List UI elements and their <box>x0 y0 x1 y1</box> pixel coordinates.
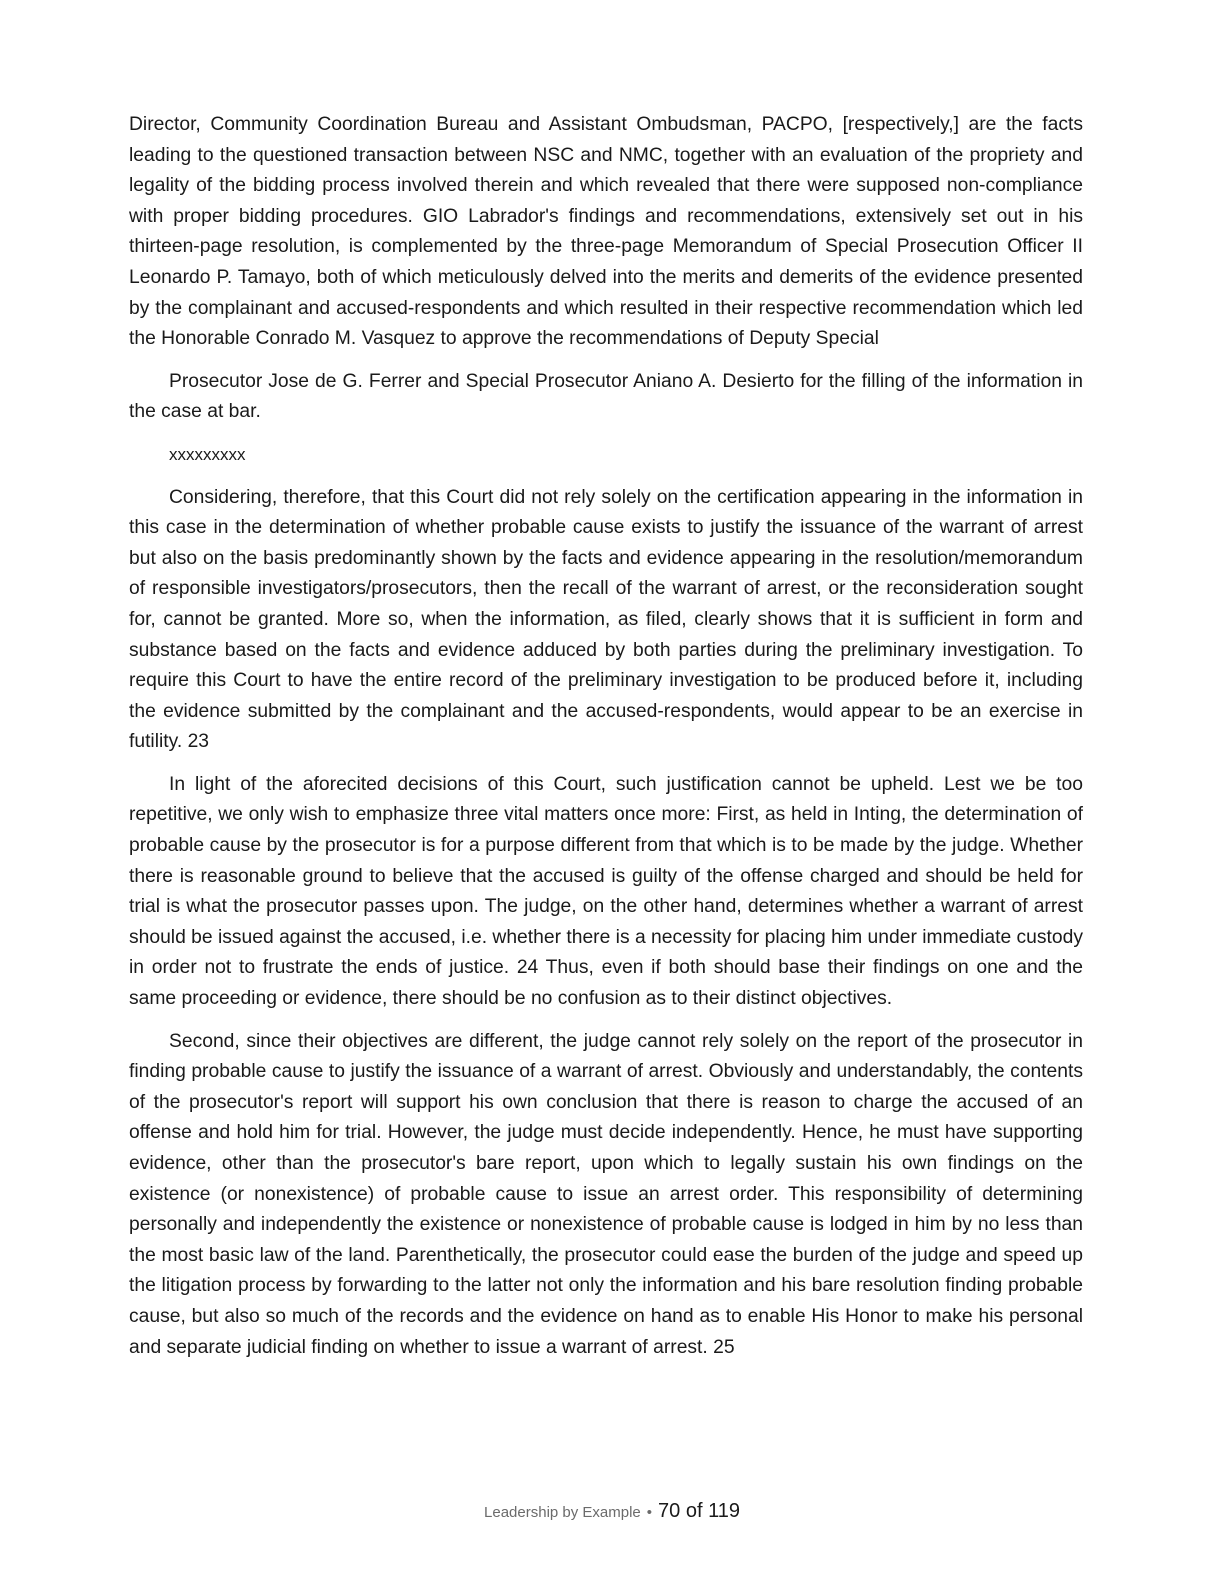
footer-separator: • <box>646 1504 653 1521</box>
paragraph-4: In light of the aforecited decisions of this Court, such justification cannot be upheld. Lest we be too repetitive, we only wish to emphasize three vital matters once more: First, as held in Inting, the determination of probable cause by the prosecutor is for a purpose different from that which is to be made by the judge. Whether there is reasonable ground to believe that the accused is guilty of the offense charged and should be held for trial is what the prosecutor passes upon. The judge, on the other hand, determines whether a warrant of arrest should be issued against the accused, i.e. whether there is a necessity for placing him under immediate custody in order not to frustrate the ends of justice. 24 Thus, even if both should base their findings on one and the same proceeding or evidence, there should be no confusion as to their distinct objectives. <box>129 773 1083 1010</box>
paragraph-2: Prosecutor Jose de G. Ferrer and Special Prosecutor Aniano A. Desierto for the filling of the information in the case at bar. <box>129 370 1083 423</box>
page-number: 70 of 119 <box>658 1500 740 1522</box>
paragraph-3: Considering, therefore, that this Court did not rely solely on the certification appearing in the information in this case in the determination of whether probable cause exists to justify the issuance of the warrant of arrest but also on the basis predominantly shown by the facts and evidence appearing in the resolution/memorandum of responsible investigators/prosecutors, then the recall of the warrant of arrest, or the reconsideration sought for, cannot be granted. More so, when the information, as filed, clearly shows that it is sufficient in form and substance based on the facts and evidence adduced by both parties during the preliminary investigation. To require this Court to have the entire record of the preliminary investigation to be produced before it, including the evidence submitted by the complainant and the accused-respondents, would appear to be an exercise in futility. 23 <box>129 486 1083 753</box>
document-body <box>129 110 1083 1375</box>
paragraph-1: Director, Community Coordination Bureau and Assistant Ombudsman, PACPO, [respectively,] are the facts leading to the questioned transaction between NSC and NMC, together with an evaluation of the propriety and legality of the bidding process involved therein and which revealed that there were supposed non-compliance with proper bidding procedures. GIO Labrador's findings and recommendations, extensively set out in his thirteen-page resolution, is complemented by the three-page Memorandum of Special Prosecution Officer II Leonardo P. Tamayo, both of which meticulously delved into the merits and demerits of the evidence presented by the complainant and accused-respondents and which resulted in their respective recommendation which led the Honorable Conrado M. Vasquez to approve the recommendations of Deputy Special <box>129 114 1083 350</box>
footer-book-title: Leadership by Example <box>484 1504 641 1521</box>
page-footer <box>0 1500 1224 1523</box>
paragraph-5: Second, since their objectives are different, the judge cannot rely solely on the report of the prosecutor in finding probable cause to justify the issuance of a warrant of arrest. Obviously and understandably, the contents of the prosecutor's report will support his own conclusion that there is reason to charge the accused of an offense and hold him for trial. However, the judge must decide independently. Hence, he must have supporting evidence, other than the prosecutor's bare report, upon which to legally sustain his own findings on the existence (or nonexistence) of probable cause to issue an arrest order. This responsibility of determining personally and independently the existence or nonexistence of probable cause is lodged in him by no less than the most basic law of the land. Parenthetically, the prosecutor could ease the burden of the judge and speed up the litigation process by forwarding to the latter not only the information and his bare resolution finding probable cause, but also so much of the records and the evidence on hand as to enable His Honor to make his personal and separate judicial finding on whether to issue a warrant of arrest. 25 <box>129 1030 1083 1358</box>
omission-marker: xxxxxxxxx <box>169 444 246 464</box>
